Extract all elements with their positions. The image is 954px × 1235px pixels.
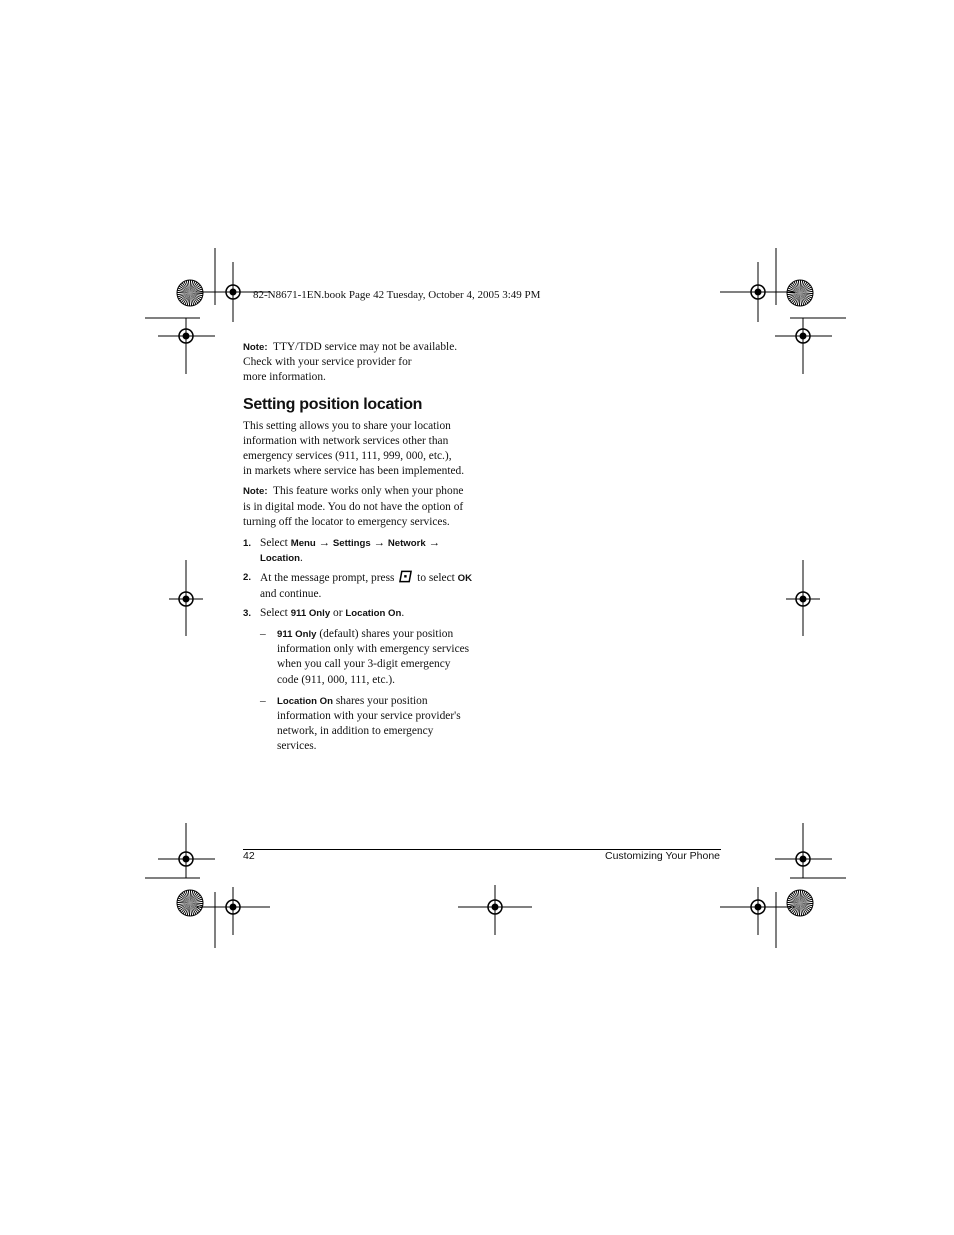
step-number: 2.	[243, 572, 252, 584]
section-heading: Setting position location	[243, 395, 423, 413]
option-term: 911 Only	[290, 607, 331, 619]
note-text-line: Check with your service provider for	[243, 356, 412, 369]
option-text-line: (default) shares your position	[319, 628, 454, 641]
paragraph-line: This setting allows you to share your location	[243, 419, 451, 432]
arrow-icon: →	[428, 537, 440, 550]
step-text: or	[333, 606, 343, 619]
step-3	[243, 606, 475, 621]
note-text-line: turning off the locator to emergency services.	[243, 515, 450, 528]
paragraph-line: emergency services (911, 111, 999, 000, etc.),	[243, 450, 452, 463]
option-location-on	[243, 694, 475, 755]
note-tty	[243, 340, 475, 386]
step-punct: .	[401, 606, 405, 619]
option-text-line: information only with emergency services	[277, 643, 470, 656]
option-text-line: information with your service provider's	[277, 710, 461, 723]
note-text-line: This feature works only when your phone	[273, 485, 464, 498]
option-text-line: network, in addition to emergency services.	[277, 725, 434, 753]
step-number: 3.	[243, 607, 252, 619]
paragraph-line: information with network services other than	[243, 434, 449, 447]
chapter-title: Customizing Your Phone	[605, 850, 720, 862]
page-number: 42	[243, 850, 255, 862]
paragraph-line: in markets where service has been implemented.	[243, 465, 465, 478]
step-1	[243, 536, 475, 566]
step-text: and continue.	[260, 587, 322, 600]
location-term: Location	[260, 553, 300, 565]
step-number: 1.	[243, 538, 252, 550]
page-content	[243, 340, 475, 759]
option-term: 911 Only	[277, 629, 317, 641]
note-text-line: more information.	[243, 371, 326, 384]
option-term: Location On	[345, 607, 402, 619]
settings-term: Settings	[332, 538, 371, 550]
ok-key-icon	[399, 570, 412, 583]
step-punct: .	[299, 552, 303, 565]
note-digital-mode	[243, 484, 475, 530]
arrow-icon: →	[373, 537, 385, 550]
step-text: At the message prompt, press	[260, 572, 395, 585]
dash-bullet: –	[260, 628, 266, 641]
note-label: Note:	[243, 486, 268, 498]
option-text-line: when you call your 3-digit emergency	[277, 658, 451, 671]
note-text-line: TTY/TDD service may not be available.	[273, 341, 458, 353]
dash-bullet: –	[260, 694, 266, 707]
step-text: Select	[260, 537, 288, 550]
option-911-only	[243, 627, 475, 688]
arrow-icon: →	[318, 537, 331, 550]
step-2	[243, 570, 475, 601]
note-text-line: is in digital mode. You do not have the option of	[243, 500, 464, 513]
menu-term: Menu	[290, 538, 316, 550]
option-term: Location On	[277, 695, 333, 707]
option-text-line: code (911, 000, 111, etc.).	[277, 673, 395, 686]
step-text: to select	[417, 572, 455, 585]
intro-paragraph	[243, 419, 475, 480]
print-header: 82-N8671-1EN.book Page 42 Tuesday, October 4, 2005 3:49 PM	[253, 289, 541, 301]
ok-term: OK	[457, 573, 473, 585]
note-label: Note:	[243, 342, 268, 353]
step-text: Select	[260, 606, 288, 619]
option-text-line: shares your position	[335, 694, 428, 707]
network-term: Network	[387, 538, 426, 550]
